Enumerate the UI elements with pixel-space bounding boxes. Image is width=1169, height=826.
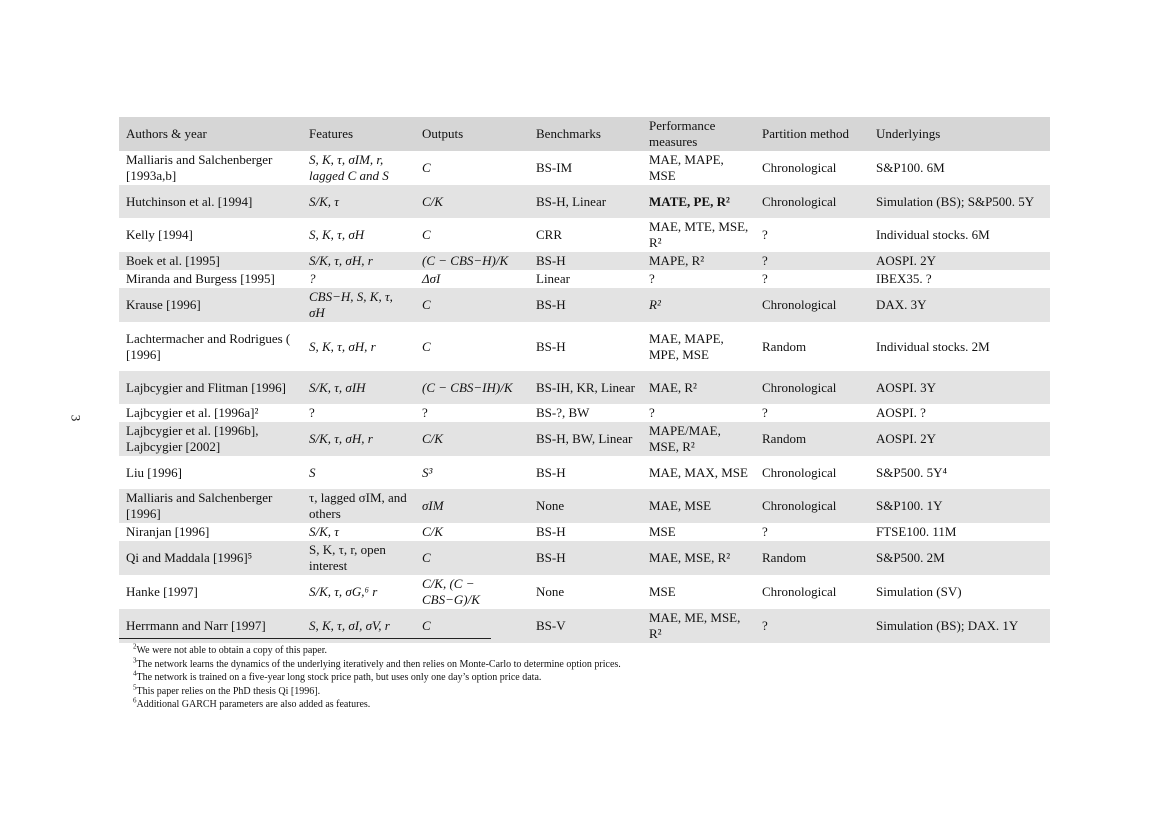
cell-authors: Lachtermacher and Rodrigues ( [1996] <box>126 330 291 362</box>
cell-partition: Random <box>762 431 807 446</box>
cell-benchmarks: Linear <box>536 271 570 286</box>
cell-benchmarks: BS-?, BW <box>536 405 590 420</box>
cell-measures: MAPE, R² <box>649 253 705 268</box>
table-row <box>119 151 1050 185</box>
footnote-mark: 4 <box>133 669 137 678</box>
cell-benchmarks: BS-H <box>536 338 566 354</box>
cell-underlyings: S&P500. 2M <box>876 550 945 565</box>
table-row <box>119 575 1050 609</box>
cell-benchmarks: BS-IH, KR, Linear <box>536 379 635 395</box>
footnote-mark: 6 <box>133 696 137 705</box>
cell-benchmarks: BS-H <box>536 524 566 539</box>
table-row <box>119 422 1050 456</box>
footnotes <box>119 638 719 712</box>
table-row <box>119 185 1050 218</box>
table-row <box>119 270 1050 288</box>
cell-features: S/K, τ <box>309 193 339 209</box>
cell-underlyings: S&P100. 6M <box>876 160 945 175</box>
cell-outputs: C/K <box>422 431 443 446</box>
cell-partition: Random <box>762 338 807 354</box>
cell-outputs: C <box>422 550 431 565</box>
cell-outputs: C <box>422 297 431 312</box>
table-header-row <box>119 117 1050 151</box>
cell-authors: Kelly [1994] <box>126 227 193 242</box>
header-authors: Authors & year <box>126 126 207 141</box>
cell-partition: ? <box>762 227 768 242</box>
cell-outputs: C/K, (C − CBS−G)/K <box>422 576 480 607</box>
table-row <box>119 523 1050 541</box>
cell-partition: Random <box>762 550 807 565</box>
cell-outputs: S³ <box>422 464 433 480</box>
cell-authors: Qi and Maddala [1996]⁵ <box>126 550 253 565</box>
cell-measures: MAE, ME, MSE, R² <box>649 610 741 641</box>
cell-benchmarks: BS-H <box>536 253 566 268</box>
cell-benchmarks: None <box>536 584 565 599</box>
cell-authors: Miranda and Burgess [1995] <box>126 271 275 286</box>
cell-features: S, K, τ, σIM, r, lagged C and S <box>309 152 389 183</box>
cell-authors: Malliaris and Salchenberger [1993a,b] <box>126 152 273 183</box>
footnote <box>119 671 719 685</box>
cell-features: ? <box>309 405 315 420</box>
footnote-text: The network learns the dynamics of the underlying iteratively and then relies on Monte-Carlo to determine option prices. <box>136 658 621 670</box>
cell-authors: Lajbcygier et al. [1996a]² <box>126 405 259 420</box>
cell-benchmarks: BS-H, Linear <box>536 193 607 209</box>
header-performance-measures: Performance measures <box>649 118 716 149</box>
cell-benchmarks: None <box>536 498 565 513</box>
cell-measures: MAE, R² <box>649 379 697 395</box>
table-row <box>119 322 1050 371</box>
cell-features: S <box>309 464 316 480</box>
footnote <box>119 698 719 712</box>
cell-partition: Chronological <box>762 379 837 395</box>
cell-features: S, K, τ, σI, σV, r <box>309 618 390 633</box>
cell-benchmarks: CRR <box>536 227 563 242</box>
cell-partition: Chronological <box>762 464 837 480</box>
footnote-text: Additional GARCH parameters are also added as features. <box>136 699 371 710</box>
cell-underlyings: AOSPI. ? <box>876 405 926 420</box>
cell-measures: MAE, MSE <box>649 498 712 513</box>
cell-benchmarks: BS-IM <box>536 160 573 175</box>
cell-outputs: C <box>422 227 431 242</box>
cell-partition: Chronological <box>762 193 837 209</box>
cell-authors: Liu [1996] <box>126 464 182 480</box>
cell-outputs: ? <box>422 405 428 420</box>
cell-underlyings: Individual stocks. 2M <box>876 338 990 354</box>
cell-benchmarks: BS-H <box>536 297 566 312</box>
cell-measures: ? <box>649 271 655 286</box>
table-row <box>119 404 1050 422</box>
cell-measures: MAE, MTE, MSE, R² <box>649 219 749 250</box>
cell-partition: Chronological <box>762 297 837 312</box>
cell-outputs: (C − CBS−H)/K <box>422 253 509 268</box>
cell-features: S/K, τ, σIH <box>309 379 366 395</box>
cell-authors: Malliaris and Salchenberger [1996] <box>126 490 273 521</box>
cell-partition: ? <box>762 524 768 539</box>
cell-authors: Boek et al. [1995] <box>126 253 220 268</box>
cell-benchmarks: BS-H <box>536 550 566 565</box>
footnote-rule <box>119 638 491 639</box>
table-row <box>119 456 1050 489</box>
cell-underlyings: AOSPI. 2Y <box>876 431 936 446</box>
cell-features: S, K, τ, r, open interest <box>309 542 386 573</box>
header-outputs: Outputs <box>422 126 464 141</box>
cell-partition: Chronological <box>762 160 837 175</box>
table-row <box>119 489 1050 523</box>
cell-measures: MAE, MAPE, MSE <box>649 152 724 183</box>
cell-measures: MATE, PE, R² <box>649 193 730 209</box>
cell-underlyings: S&P100. 1Y <box>876 498 943 513</box>
footnote-mark: 5 <box>133 683 137 692</box>
footnote-mark: 2 <box>133 642 137 651</box>
cell-features: S/K, τ, σG,⁶ r <box>309 584 378 599</box>
cell-benchmarks: BS-V <box>536 618 566 633</box>
cell-measures: MSE <box>649 524 676 539</box>
cell-outputs: (C − CBS−IH)/K <box>422 379 513 395</box>
cell-features: S, K, τ, σH <box>309 227 365 242</box>
table-row <box>119 541 1050 575</box>
cell-outputs: C/K <box>422 524 443 539</box>
cell-measures: MSE <box>649 584 676 599</box>
cell-authors: Hutchinson et al. [1994] <box>126 193 253 209</box>
table-row <box>119 288 1050 322</box>
cell-features: S/K, τ, σH, r <box>309 253 373 268</box>
cell-measures: MAPE/MAE, MSE, R² <box>649 423 721 454</box>
cell-underlyings: Individual stocks. 6M <box>876 227 990 242</box>
footnote <box>119 658 719 672</box>
cell-authors: Niranjan [1996] <box>126 524 210 539</box>
footnote-text: We were not able to obtain a copy of this paper. <box>136 645 328 656</box>
cell-authors: Hanke [1997] <box>126 584 198 599</box>
cell-features: CBS−H, S, K, τ, σH <box>309 289 393 320</box>
cell-outputs: C <box>422 618 431 633</box>
page-number: 3 <box>68 414 84 422</box>
table-row <box>119 371 1050 404</box>
cell-partition: ? <box>762 405 768 420</box>
footnote-text: This paper relies on the PhD thesis Qi [1996]. <box>136 685 321 697</box>
cell-partition: Chronological <box>762 584 837 599</box>
header-underlyings: Underlyings <box>876 126 941 141</box>
footnote <box>119 644 719 658</box>
cell-partition: ? <box>762 253 768 268</box>
cell-underlyings: Simulation (SV) <box>876 584 962 599</box>
header-features: Features <box>309 126 354 141</box>
cell-outputs: ΔσI <box>422 271 441 286</box>
cell-measures: MAE, MSE, R² <box>649 550 731 565</box>
cell-underlyings: AOSPI. 2Y <box>876 253 936 268</box>
cell-features: S, K, τ, σH, r <box>309 338 376 354</box>
cell-measures: MAE, MAX, MSE <box>649 464 748 480</box>
cell-benchmarks: BS-H, BW, Linear <box>536 431 633 446</box>
header-benchmarks: Benchmarks <box>536 126 601 141</box>
cell-authors: Lajbcygier and Flitman [1996] <box>126 379 286 395</box>
footnote-mark: 3 <box>133 656 137 665</box>
cell-measures: ? <box>649 405 655 420</box>
table-row <box>119 218 1050 252</box>
table-row <box>119 252 1050 270</box>
cell-outputs: C <box>422 160 431 175</box>
cell-authors-text: Lachtermacher and Rodrigues ( <box>126 330 291 346</box>
cell-benchmarks: BS-H <box>536 464 566 480</box>
cell-authors: Herrmann and Narr [1997] <box>126 618 266 633</box>
cell-features: S/K, τ <box>309 524 339 539</box>
cell-underlyings: IBEX35. ? <box>876 271 932 286</box>
cell-underlyings: S&P500. 5Y⁴ <box>876 464 947 480</box>
footnote-text: The network is trained on a five-year long stock price path, but uses only one day’s option price data. <box>136 672 542 683</box>
cell-underlyings: Simulation (BS); S&P500. 5Y <box>876 193 1035 209</box>
cell-outputs: C <box>422 338 431 354</box>
cell-underlyings: FTSE100. 11M <box>876 524 957 539</box>
cell-features: S/K, τ, σH, r <box>309 431 373 446</box>
literature-table <box>119 117 1050 643</box>
cell-outputs: C/K <box>422 193 443 209</box>
cell-measures: MAE, MAPE, MPE, MSE <box>649 330 724 362</box>
cell-authors: Krause [1996] <box>126 297 201 312</box>
cell-underlyings: Simulation (BS); DAX. 1Y <box>876 618 1019 633</box>
cell-features: τ, lagged σIM, and others <box>309 490 407 521</box>
footnote <box>119 685 719 699</box>
cell-underlyings: DAX. 3Y <box>876 297 927 312</box>
cell-features: ? <box>309 271 316 286</box>
cell-partition: Chronological <box>762 498 837 513</box>
cell-outputs: σIM <box>422 498 444 513</box>
cell-measures: R² <box>649 297 661 312</box>
cell-partition: ? <box>762 271 768 286</box>
header-partition-method: Partition method <box>762 126 850 141</box>
cell-partition: ? <box>762 618 768 633</box>
cell-authors: Lajbcygier et al. [1996b], Lajbcygier [2002] <box>126 423 259 454</box>
cell-underlyings: AOSPI. 3Y <box>876 379 936 395</box>
